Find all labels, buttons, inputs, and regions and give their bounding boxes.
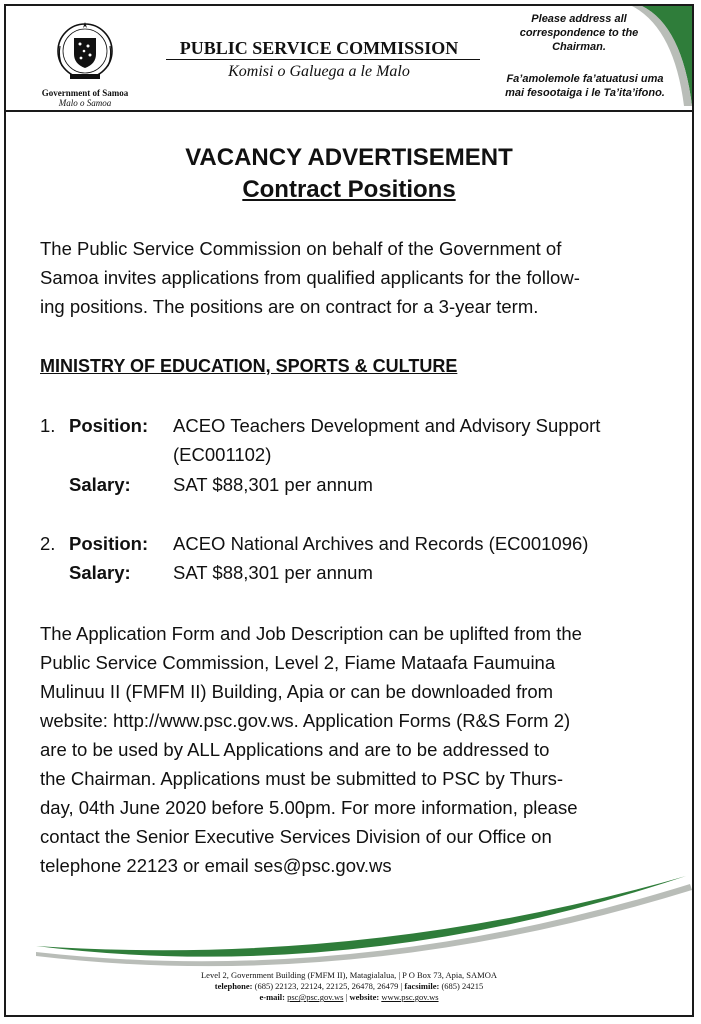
instructions-line: Mulinuu II (FMFM II) Building, Apia or can be downloaded from	[40, 681, 554, 702]
address-note-samoan-line: Fa’amolemole fa’atuatusi uma	[506, 73, 664, 85]
intro-line: Samoa invites applications from qualified applicants for the follow-	[40, 267, 580, 288]
government-motto: Malo o Samoa	[58, 98, 112, 108]
intro-paragraph	[40, 234, 680, 321]
samoa-coat-of-arms-icon	[54, 20, 116, 86]
bottom-swoosh-graphic	[26, 876, 694, 976]
instructions-line: the Chairman. Applications must be submitted to PSC by Thurs-	[40, 768, 564, 789]
position-2-salary-label: Salary:	[69, 562, 131, 583]
position-2-number: 2.	[40, 533, 56, 554]
instructions-line: are to be used by ALL Applications and are to be addressed to	[40, 739, 550, 760]
position-2-salary: SAT $88,301 per annum	[173, 562, 373, 583]
header-divider	[6, 110, 692, 112]
intro-line: The Public Service Commission on behalf of the Government of	[40, 238, 562, 259]
position-1-label: Position:	[69, 415, 149, 436]
ad-subtitle-text: Contract Positions	[242, 176, 456, 203]
address-note-english-line: Chairman.	[552, 41, 606, 53]
footer-website-label: website:	[349, 992, 380, 1002]
instructions-line: telephone 22123 or email ses@psc.gov.ws	[40, 855, 392, 876]
instructions-line: contact the Senior Executive Services Division of our Office on	[40, 826, 552, 847]
organization-name-samoan: Komisi o Galuega a le Malo	[228, 63, 410, 80]
instructions-line: Public Service Commission, Level 2, Fiame Mataafa Faumuina	[40, 652, 556, 673]
address-note-english-line: Please address all	[531, 13, 627, 25]
instructions-line: The Application Form and Job Description can be uplifted from the	[40, 623, 582, 644]
address-note-samoan-line: mai fesootaiga i le Ta’ita’ifono.	[505, 87, 665, 99]
ad-title: VACANCY ADVERTISEMENT	[185, 144, 513, 171]
position-1-salary-label: Salary:	[69, 474, 131, 495]
footer-email-link[interactable]: psc@psc.gov.ws	[287, 992, 344, 1002]
footer-email-web: e-mail: psc@psc.gov.ws | website: www.psc.gov.ws	[259, 992, 439, 1002]
position-1-title	[173, 411, 600, 469]
position-2-label: Position:	[69, 533, 149, 554]
position-2-title	[173, 529, 588, 558]
footer-website-link[interactable]: www.psc.gov.ws	[381, 992, 439, 1002]
address-note-english	[504, 12, 654, 54]
footer-address: Level 2, Government Building (FMFM II), Matagialalua, | P O Box 73, Apia, SAMOA	[200, 970, 498, 980]
footer-phone-fax: telephone: (685) 22123, 22124, 22125, 26478, 26479 | facsimile: (685) 24215	[214, 981, 484, 991]
position-1-number: 1.	[40, 415, 56, 436]
footer-contact	[6, 970, 692, 1003]
government-name: Government of Samoa	[41, 88, 129, 98]
footer-telephone-label: telephone:	[214, 981, 253, 991]
position-1-salary: SAT $88,301 per annum	[173, 474, 373, 495]
advertisement-page	[4, 4, 694, 1017]
application-instructions	[40, 619, 680, 880]
footer-email-label: e-mail:	[259, 992, 285, 1002]
address-note-samoan	[480, 72, 690, 100]
intro-line: ing positions. The positions are on contract for a 3-year term.	[40, 296, 539, 317]
instructions-line: day, 04th June 2020 before 5.00pm. For more information, please	[40, 797, 578, 818]
footer-facsimile: (685) 24215	[441, 981, 484, 991]
footer-telephone: (685) 22123, 22124, 22125, 26478, 26479	[254, 981, 399, 991]
organization-name-underline	[166, 59, 480, 60]
position-1-title-line: (EC001102)	[173, 444, 272, 465]
position-2-title-line: ACEO National Archives and Records (EC001096)	[173, 533, 589, 554]
footer-facsimile-label: facsimile:	[404, 981, 440, 991]
instructions-line: website: http://www.psc.gov.ws. Application Forms (R&S Form 2)	[40, 710, 571, 731]
ministry-heading: MINISTRY OF EDUCATION, SPORTS & CULTURE	[40, 356, 458, 376]
ad-subtitle	[6, 176, 692, 204]
address-note-english-line: correspondence to the	[519, 27, 639, 39]
position-1-title-line: ACEO Teachers Development and Advisory Support	[173, 415, 601, 436]
organization-name: PUBLIC SERVICE COMMISSION	[179, 38, 459, 58]
